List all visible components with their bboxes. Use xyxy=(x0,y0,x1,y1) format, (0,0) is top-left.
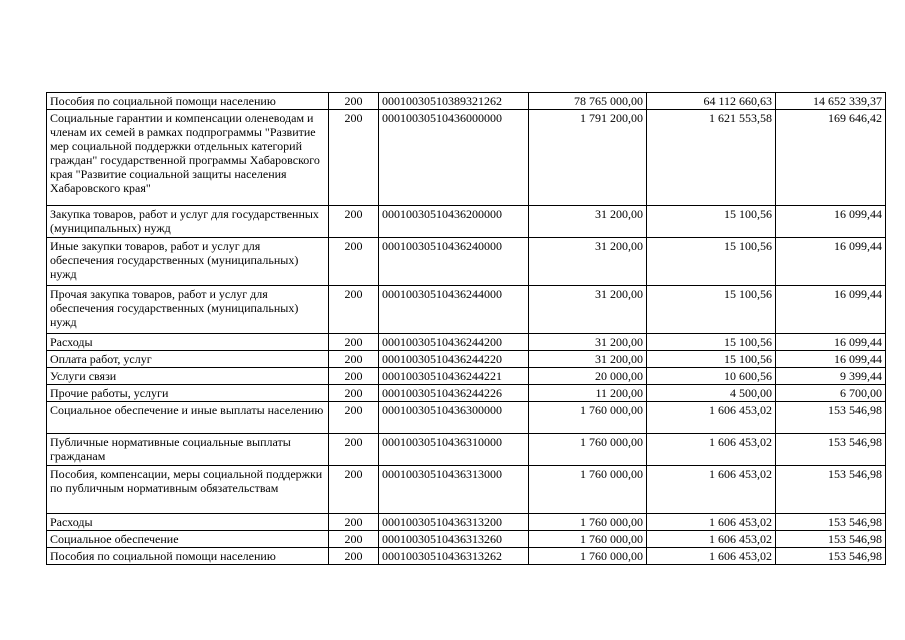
row-code-cell: 200 xyxy=(329,110,379,206)
table-row xyxy=(47,466,886,514)
row-classification-cell: 00010030510436200000 xyxy=(379,206,529,238)
row-approved-amount-cell: 31 200,00 xyxy=(529,206,647,238)
row-unexecuted-amount-cell: 153 546,98 xyxy=(776,466,886,514)
row-name-cell: Пособия по социальной помощи населению xyxy=(47,93,329,110)
table-row xyxy=(47,206,886,238)
row-unexecuted-amount-cell: 153 546,98 xyxy=(776,434,886,466)
row-code-cell: 200 xyxy=(329,286,379,334)
row-classification-cell: 00010030510436244226 xyxy=(379,385,529,402)
row-approved-amount-cell: 78 765 000,00 xyxy=(529,93,647,110)
row-unexecuted-amount-cell: 9 399,44 xyxy=(776,368,886,385)
row-unexecuted-amount-cell: 16 099,44 xyxy=(776,206,886,238)
row-unexecuted-amount-cell: 16 099,44 xyxy=(776,238,886,286)
row-approved-amount-cell: 31 200,00 xyxy=(529,286,647,334)
table-row xyxy=(47,110,886,206)
row-unexecuted-amount-cell: 6 700,00 xyxy=(776,385,886,402)
row-executed-amount-cell: 1 606 453,02 xyxy=(647,548,776,565)
row-code-cell: 200 xyxy=(329,206,379,238)
table-row xyxy=(47,514,886,531)
row-approved-amount-cell: 31 200,00 xyxy=(529,351,647,368)
row-approved-amount-cell: 1 760 000,00 xyxy=(529,402,647,434)
row-executed-amount-cell: 15 100,56 xyxy=(647,238,776,286)
row-unexecuted-amount-cell: 16 099,44 xyxy=(776,286,886,334)
table-row xyxy=(47,351,886,368)
row-executed-amount-cell: 1 606 453,02 xyxy=(647,514,776,531)
row-unexecuted-amount-cell: 153 546,98 xyxy=(776,531,886,548)
row-approved-amount-cell: 31 200,00 xyxy=(529,238,647,286)
row-name-cell: Социальное обеспечение xyxy=(47,531,329,548)
budget-execution-table xyxy=(46,92,886,565)
row-executed-amount-cell: 64 112 660,63 xyxy=(647,93,776,110)
row-executed-amount-cell: 1 606 453,02 xyxy=(647,434,776,466)
row-unexecuted-amount-cell: 153 546,98 xyxy=(776,402,886,434)
row-code-cell: 200 xyxy=(329,466,379,514)
row-name-cell: Публичные нормативные социальные выплаты гражданам xyxy=(47,434,329,466)
row-approved-amount-cell: 1 791 200,00 xyxy=(529,110,647,206)
row-name-cell: Расходы xyxy=(47,514,329,531)
row-classification-cell: 00010030510436313262 xyxy=(379,548,529,565)
row-approved-amount-cell: 1 760 000,00 xyxy=(529,531,647,548)
row-unexecuted-amount-cell: 169 646,42 xyxy=(776,110,886,206)
row-unexecuted-amount-cell: 153 546,98 xyxy=(776,514,886,531)
row-code-cell: 200 xyxy=(329,238,379,286)
row-executed-amount-cell: 1 606 453,02 xyxy=(647,531,776,548)
row-classification-cell: 00010030510436244200 xyxy=(379,334,529,351)
row-name-cell: Прочие работы, услуги xyxy=(47,385,329,402)
row-approved-amount-cell: 20 000,00 xyxy=(529,368,647,385)
row-classification-cell: 00010030510436244221 xyxy=(379,368,529,385)
table-row xyxy=(47,93,886,110)
row-classification-cell: 00010030510436244220 xyxy=(379,351,529,368)
row-approved-amount-cell: 31 200,00 xyxy=(529,334,647,351)
row-approved-amount-cell: 1 760 000,00 xyxy=(529,548,647,565)
row-executed-amount-cell: 1 621 553,58 xyxy=(647,110,776,206)
table-row xyxy=(47,531,886,548)
table-row xyxy=(47,334,886,351)
table-row xyxy=(47,286,886,334)
row-executed-amount-cell: 15 100,56 xyxy=(647,351,776,368)
row-executed-amount-cell: 10 600,56 xyxy=(647,368,776,385)
row-name-cell: Иные закупки товаров, работ и услуг для обеспечения государственных (муниципальных) нужд xyxy=(47,238,329,286)
row-code-cell: 200 xyxy=(329,434,379,466)
row-name-cell: Социальное обеспечение и иные выплаты населению xyxy=(47,402,329,434)
row-classification-cell: 00010030510436310000 xyxy=(379,434,529,466)
row-code-cell: 200 xyxy=(329,385,379,402)
row-name-cell: Закупка товаров, работ и услуг для государственных (муниципальных) нужд xyxy=(47,206,329,238)
row-name-cell: Пособия по социальной помощи населению xyxy=(47,548,329,565)
row-executed-amount-cell: 15 100,56 xyxy=(647,206,776,238)
row-executed-amount-cell: 4 500,00 xyxy=(647,385,776,402)
row-classification-cell: 00010030510436313200 xyxy=(379,514,529,531)
row-approved-amount-cell: 1 760 000,00 xyxy=(529,434,647,466)
row-unexecuted-amount-cell: 16 099,44 xyxy=(776,351,886,368)
row-unexecuted-amount-cell: 14 652 339,37 xyxy=(776,93,886,110)
row-code-cell: 200 xyxy=(329,93,379,110)
row-code-cell: 200 xyxy=(329,402,379,434)
row-code-cell: 200 xyxy=(329,514,379,531)
row-name-cell: Услуги связи xyxy=(47,368,329,385)
row-classification-cell: 00010030510436244000 xyxy=(379,286,529,334)
row-code-cell: 200 xyxy=(329,531,379,548)
row-code-cell: 200 xyxy=(329,334,379,351)
row-approved-amount-cell: 1 760 000,00 xyxy=(529,466,647,514)
table-body xyxy=(47,93,886,565)
row-executed-amount-cell: 1 606 453,02 xyxy=(647,402,776,434)
row-executed-amount-cell: 15 100,56 xyxy=(647,334,776,351)
row-classification-cell: 00010030510436300000 xyxy=(379,402,529,434)
row-name-cell: Социальные гарантии и компенсации оленеводам и членам их семей в рамках подпрограммы "Развитие мер социальной поддержки отдельных категорий граждан" государственной программы Хабаровского края "Развитие социальной защиты населения Хабаровского края" xyxy=(47,110,329,206)
row-classification-cell: 00010030510436313000 xyxy=(379,466,529,514)
row-classification-cell: 00010030510436240000 xyxy=(379,238,529,286)
row-approved-amount-cell: 1 760 000,00 xyxy=(529,514,647,531)
row-name-cell: Оплата работ, услуг xyxy=(47,351,329,368)
table-row xyxy=(47,385,886,402)
row-code-cell: 200 xyxy=(329,548,379,565)
row-code-cell: 200 xyxy=(329,368,379,385)
table-row xyxy=(47,402,886,434)
row-approved-amount-cell: 11 200,00 xyxy=(529,385,647,402)
row-classification-cell: 00010030510436000000 xyxy=(379,110,529,206)
row-name-cell: Прочая закупка товаров, работ и услуг для обеспечения государственных (муниципальных) нужд xyxy=(47,286,329,334)
row-classification-cell: 00010030510436313260 xyxy=(379,531,529,548)
row-unexecuted-amount-cell: 153 546,98 xyxy=(776,548,886,565)
row-unexecuted-amount-cell: 16 099,44 xyxy=(776,334,886,351)
row-classification-cell: 00010030510389321262 xyxy=(379,93,529,110)
row-name-cell: Расходы xyxy=(47,334,329,351)
table-row xyxy=(47,548,886,565)
row-name-cell: Пособия, компенсации, меры социальной поддержки по публичным нормативным обязательствам xyxy=(47,466,329,514)
table-row xyxy=(47,368,886,385)
table-row xyxy=(47,238,886,286)
row-executed-amount-cell: 15 100,56 xyxy=(647,286,776,334)
table-row xyxy=(47,434,886,466)
row-executed-amount-cell: 1 606 453,02 xyxy=(647,466,776,514)
row-code-cell: 200 xyxy=(329,351,379,368)
